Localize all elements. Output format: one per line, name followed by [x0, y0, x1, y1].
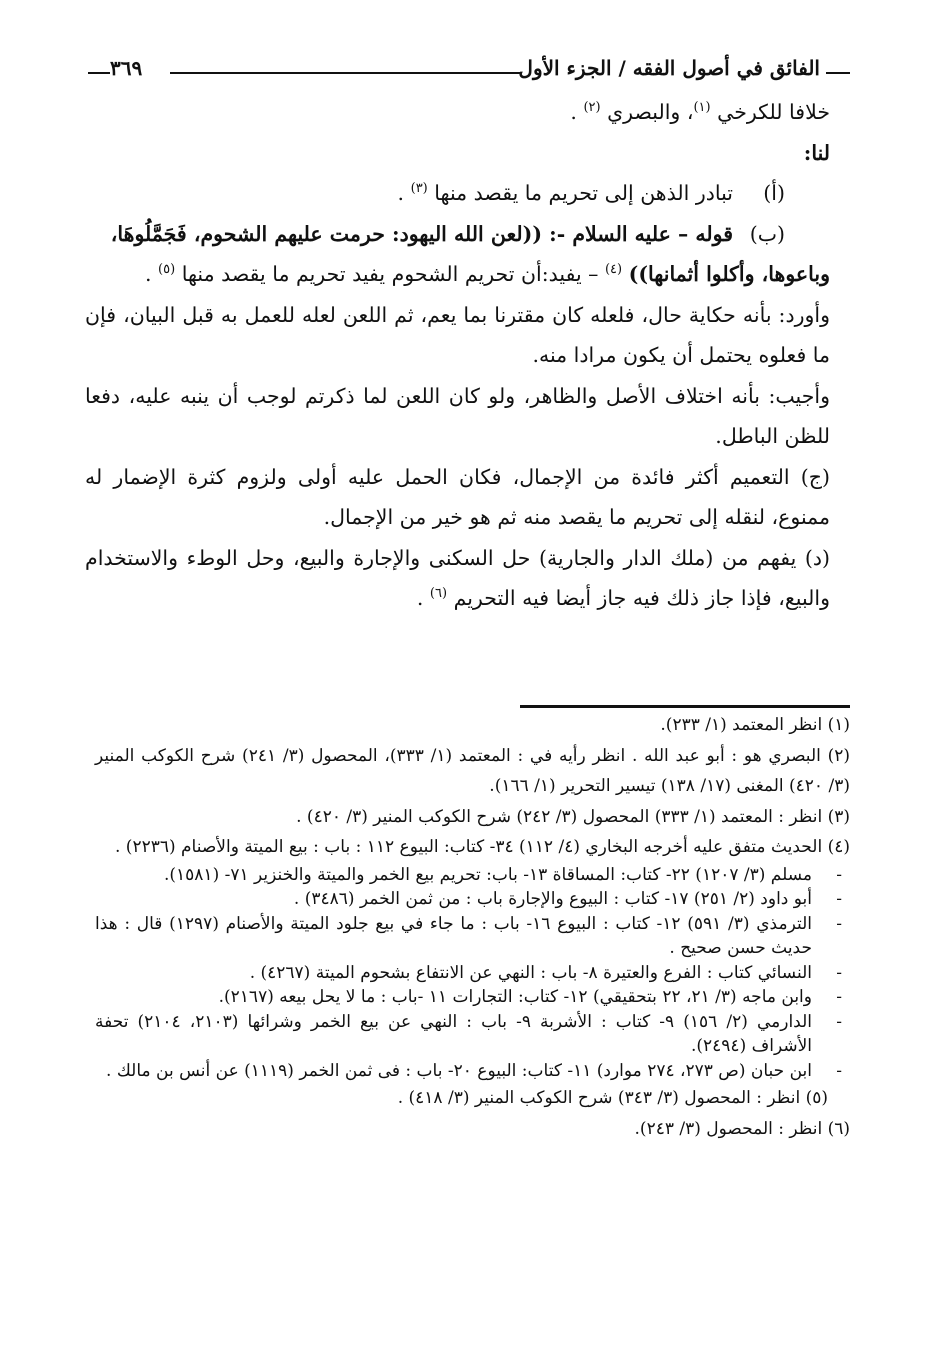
heading-lana: لنا: — [803, 140, 830, 165]
footnote-marker: (٣) — [410, 181, 428, 197]
hadith-text: قوله – عليه السلام -: ((لعن الله اليهود: حرمت عليهم الشحوم، فَجَمَّلُوهَا، — [110, 221, 733, 246]
header-rule — [170, 72, 520, 74]
reference-item — [95, 887, 850, 912]
argument-b-continued — [85, 254, 830, 295]
reference-item — [95, 985, 850, 1010]
text-run: تبادر الذهن إلى تحريم ما يقصد منها — [434, 181, 733, 205]
footnote-5: (٥) انظر : المحصول (٣/ ٣٤٣) شرح الكوكب المنير (٣/ ٤١٨) . — [397, 1088, 828, 1108]
footnote-2: (٢) البصري هو : أبو عبد الله . انظر رأيه في : المعتمد (١/ ٣٣٣)، المحصول (٣/ ٢٤١) شرح الكوكب المنير (٣/ ٤٢٠) المغنى (١٧/ ١٣٨) تيسير التحرير (١/ ١٦٦). — [95, 745, 850, 796]
footnote-3: (٣) انظر : المعتمد (١/ ٣٣٣) المحصول (٣/ ٢٤٢) شرح الكوكب المنير (٣/ ٤٢٠) . — [296, 806, 850, 827]
hadith-text: وباعوها، وأكلوا أثمانها)) — [628, 262, 830, 286]
argument-c: (ج) التعميم أكثر فائدة من الإجمال، فكان الحمل عليه أولى ولزوم كثرة الإضمار له ممنوع، لنقله إلى تحريم ما يقصد منه ثم هو خير من الإجمال. — [85, 464, 830, 529]
list-dash: - — [836, 913, 842, 934]
main-text — [85, 92, 830, 619]
text-run: . — [416, 586, 424, 610]
argument-a — [85, 173, 830, 214]
paragraph-disagreement — [85, 92, 830, 133]
reference-text: ابن حبان (ص ٢٧٣، ٢٧٤ موارد) ١١- كتاب: البيوع ٢٠- باب : فى ثمن الخمر (١١١٩) عن أنس بن مالك . — [106, 1060, 812, 1081]
item-label: (أ) — [763, 181, 785, 205]
argument-d — [85, 538, 830, 619]
list-dash: - — [836, 962, 842, 983]
footnote-marker: (٦) — [429, 586, 448, 602]
text-run: خلافا للكرخي — [717, 100, 830, 124]
reference-item — [95, 961, 850, 986]
argument-b — [85, 214, 830, 255]
header-dash — [88, 72, 110, 74]
footnote-4: (٤) الحديث متفق عليه أخرجه البخاري (٤/ ١١٢) ٣٤- كتاب: البيوع ١١٢ : باب : بيع الميتة والأصنام (٢٢٣٦) . — [115, 837, 850, 857]
text-run: (د) يفهم من (ملك الدار والجارية) حل السكنى والإجارة والبيع، وحل الوطء والاستخدام والبيع، فإذا جاز ذلك فيه جاز أيضا فيه التحريم — [85, 545, 830, 610]
reference-item — [95, 1059, 850, 1084]
footnote-marker: (٢) — [583, 100, 601, 116]
footnote-6: (٦) انظر : المحصول (٣/ ٢٤٣). — [634, 1118, 850, 1139]
paragraph-objection: وأورد: بأنه حكاية حال، فلعله كان مقترنا بما يعم، ثم اللعن لعله للعمل به قبل البيان، فإن ما فعلوه يحتمل أن يكون مرادا منه. — [85, 302, 830, 367]
text-run: – يفيد:أن تحريم الشحوم يفيد تحريم ما يقصد منها — [181, 262, 599, 286]
footnote-marker: (٤) — [604, 262, 623, 278]
reference-text: وابن ماجه (٣/ ٢١، ٢٢ بتحقيقي) ١٢- كتاب: التجارات ١١ -باب : ما لا يحل بيعه (٢١٦٧). — [218, 987, 812, 1007]
reference-text: النسائي كتاب : الفرع والعتيرة ٨- باب : النهي عن الانتفاع بشحوم الميتة (٤٢٦٧) . — [249, 962, 812, 983]
reference-text: مسلم (٣/ ١٢٠٧) ٢٢- كتاب: المساقاة ١٣- باب: تحريم بيع الخمر والميتة والخنزير ٧١- (١٥٨١). — [163, 864, 812, 885]
paragraph-answer: وأجيب: بأنه اختلاف الأصل والظاهر، ولو كان اللعن لما ذكرتم لوجب أن ينبه عليه، دفعا للظن الباطل. — [85, 383, 830, 448]
footnote-marker: (٥) — [158, 262, 176, 278]
list-dash: - — [836, 987, 842, 1007]
reference-text: الترمذي (٣/ ٥٩١) ١٢- كتاب : البيوع ١٦- باب : ما جاء في بيع جلود الميتة والأصنام (١٢٩٧) قال : هذا حديث حسن صحيح . — [95, 913, 812, 958]
text-run: ، والبصري — [607, 100, 694, 124]
text-run: . — [397, 181, 405, 205]
text-run: . — [570, 100, 577, 124]
footnote-separator — [520, 705, 850, 708]
reference-text: الدارمي (٢/ ١٥٦) ٩- كتاب : الأشربة ٩- باب : النهي عن بيع الخمر وشرائها (٢١٠٣، ٢١٠٤) تحفة الأشراف (٢٤٩٤). — [95, 1011, 812, 1056]
reference-item — [95, 1010, 850, 1059]
reference-text: أبو داود (٢/ ٢٥١) ١٧- كتاب : البيوع والإجارة باب : من ثمن الخمر (٣٤٨٦) . — [293, 889, 812, 909]
list-dash: - — [836, 864, 842, 885]
reference-item — [95, 863, 850, 888]
book-title: الفائق في أصول الفقه / الجزء الأول — [518, 56, 820, 80]
footnote-marker: (١) — [693, 100, 711, 116]
item-label: (ب) — [749, 221, 785, 246]
footnote-1: (١) انظر المعتمد (١/ ٢٣٣). — [660, 715, 850, 735]
list-dash: - — [836, 1011, 842, 1032]
page-number: ٣٦٩ — [110, 56, 143, 80]
text-run: . — [144, 262, 152, 286]
running-header — [90, 52, 850, 92]
header-dash — [826, 72, 850, 74]
reference-item — [95, 912, 850, 961]
footnotes — [95, 710, 850, 1144]
list-dash: - — [836, 889, 842, 909]
list-dash: - — [836, 1060, 842, 1081]
